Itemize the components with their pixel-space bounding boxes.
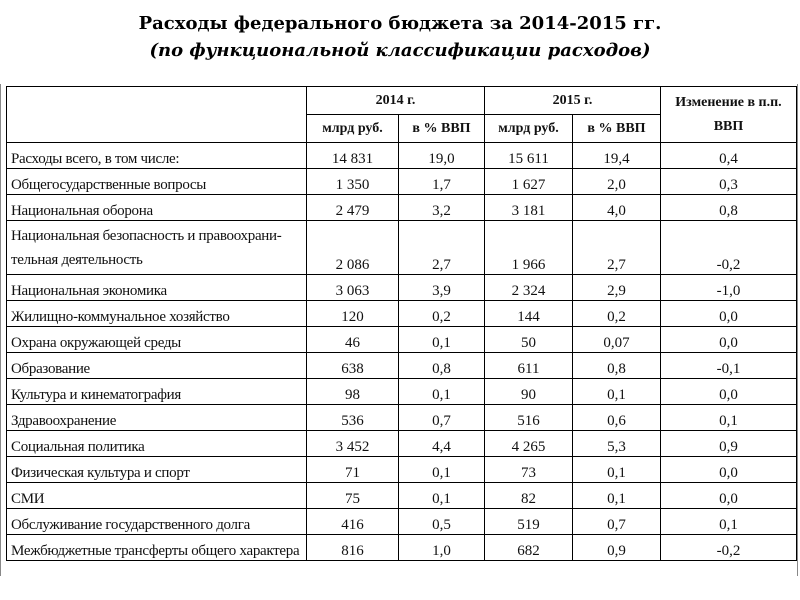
- cell-2015-bln: 516: [485, 405, 573, 431]
- cell-change: -0,2: [661, 221, 797, 275]
- cell-change: 0,8: [661, 195, 797, 221]
- cell-2015-gdp: 2,7: [573, 221, 661, 275]
- cell-2014-gdp: 0,7: [399, 405, 485, 431]
- cell-change: -0,1: [661, 353, 797, 379]
- table-body: [7, 143, 797, 561]
- row-label: Жилищно-коммунальное хозяйство: [7, 301, 307, 327]
- cell-2014-gdp: 0,1: [399, 379, 485, 405]
- row-label: Здравоохранение: [7, 405, 307, 431]
- header-2015: 2015 г.: [485, 87, 661, 115]
- cell-2014-gdp: 19,0: [399, 143, 485, 169]
- cell-2014-gdp: 0,1: [399, 483, 485, 509]
- cell-2014-bln: 536: [307, 405, 399, 431]
- cell-2015-gdp: 5,3: [573, 431, 661, 457]
- cell-change: 0,0: [661, 457, 797, 483]
- cell-2014-gdp: 0,1: [399, 327, 485, 353]
- cell-2015-bln: 1 966: [485, 221, 573, 275]
- header-2014-gdp: в % ВВП: [399, 115, 485, 143]
- row-label: Национальная безопасность и правоохрани-тельная деятельность: [7, 221, 307, 275]
- cell-2015-gdp: 19,4: [573, 143, 661, 169]
- header-2015-gdp: в % ВВП: [573, 115, 661, 143]
- header-2014: 2014 г.: [307, 87, 485, 115]
- cell-2015-bln: 4 265: [485, 431, 573, 457]
- cell-2014-bln: 71: [307, 457, 399, 483]
- cell-2015-gdp: 2,0: [573, 169, 661, 195]
- budget-table-container: [6, 86, 796, 574]
- cell-change: -0,2: [661, 535, 797, 561]
- row-label: Общегосударственные вопросы: [7, 169, 307, 195]
- slide-title: [0, 8, 800, 64]
- cell-change: 0,1: [661, 405, 797, 431]
- cell-2014-bln: 416: [307, 509, 399, 535]
- cell-2014-gdp: 3,2: [399, 195, 485, 221]
- cell-2014-gdp: 2,7: [399, 221, 485, 275]
- cell-2014-bln: 46: [307, 327, 399, 353]
- table-row: [7, 535, 797, 561]
- header-row-years: [7, 87, 797, 115]
- row-label: Обслуживание государственного долга: [7, 509, 307, 535]
- cell-2015-bln: 519: [485, 509, 573, 535]
- table-row: [7, 379, 797, 405]
- cell-2014-gdp: 0,8: [399, 353, 485, 379]
- cell-2014-bln: 3 063: [307, 275, 399, 301]
- cell-2014-bln: 2 086: [307, 221, 399, 275]
- header-change: Изменение в п.п. ВВП: [661, 87, 797, 143]
- cell-2014-bln: 98: [307, 379, 399, 405]
- header-empty-cell: [7, 87, 307, 143]
- cell-2015-gdp: 0,8: [573, 353, 661, 379]
- cell-2015-bln: 73: [485, 457, 573, 483]
- cell-2014-gdp: 1,7: [399, 169, 485, 195]
- cell-2014-bln: 3 452: [307, 431, 399, 457]
- cell-2015-gdp: 0,07: [573, 327, 661, 353]
- cell-2014-gdp: 4,4: [399, 431, 485, 457]
- cell-2015-gdp: 0,1: [573, 457, 661, 483]
- cell-2014-bln: 638: [307, 353, 399, 379]
- header-2015-bln: млрд руб.: [485, 115, 573, 143]
- cell-change: 0,0: [661, 483, 797, 509]
- row-label: Межбюджетные трансферты общего характера: [7, 535, 307, 561]
- title-main: Расходы федерального бюджета за 2014-2015 гг.: [138, 13, 662, 34]
- row-label: Национальная экономика: [7, 275, 307, 301]
- cell-2015-bln: 82: [485, 483, 573, 509]
- table-row: [7, 457, 797, 483]
- cell-2015-bln: 90: [485, 379, 573, 405]
- cell-2015-bln: 3 181: [485, 195, 573, 221]
- row-label: Социальная политика: [7, 431, 307, 457]
- table-row: [7, 195, 797, 221]
- table-row: [7, 483, 797, 509]
- cell-change: 0,1: [661, 509, 797, 535]
- cell-2015-gdp: 0,9: [573, 535, 661, 561]
- cell-2014-gdp: 0,1: [399, 457, 485, 483]
- cell-2014-bln: 14 831: [307, 143, 399, 169]
- cell-2014-gdp: 1,0: [399, 535, 485, 561]
- cell-change: 0,0: [661, 379, 797, 405]
- cell-2014-bln: 120: [307, 301, 399, 327]
- table-row: [7, 169, 797, 195]
- table-row: [7, 275, 797, 301]
- cell-2015-gdp: 2,9: [573, 275, 661, 301]
- cell-2015-gdp: 0,6: [573, 405, 661, 431]
- cell-2015-gdp: 0,7: [573, 509, 661, 535]
- cell-2015-bln: 611: [485, 353, 573, 379]
- row-label: Культура и кинематография: [7, 379, 307, 405]
- row-label: Расходы всего, в том числе:: [7, 143, 307, 169]
- table-row: [7, 353, 797, 379]
- cell-2014-gdp: 0,5: [399, 509, 485, 535]
- cell-2015-gdp: 0,1: [573, 483, 661, 509]
- cell-change: 0,3: [661, 169, 797, 195]
- cell-2014-bln: 1 350: [307, 169, 399, 195]
- cell-change: 0,4: [661, 143, 797, 169]
- cell-2015-gdp: 0,2: [573, 301, 661, 327]
- cell-2014-gdp: 0,2: [399, 301, 485, 327]
- cell-2015-bln: 15 611: [485, 143, 573, 169]
- row-label: Физическая культура и спорт: [7, 457, 307, 483]
- table-row: [7, 405, 797, 431]
- cell-2015-bln: 2 324: [485, 275, 573, 301]
- cell-change: 0,9: [661, 431, 797, 457]
- cell-2015-gdp: 0,1: [573, 379, 661, 405]
- row-label: Образование: [7, 353, 307, 379]
- cell-2015-bln: 1 627: [485, 169, 573, 195]
- cell-change: 0,0: [661, 301, 797, 327]
- cell-2015-bln: 144: [485, 301, 573, 327]
- table-row: [7, 431, 797, 457]
- table-row: [7, 327, 797, 353]
- title-subtitle: (по функциональной классификации расходов): [149, 40, 651, 61]
- cell-2014-bln: 816: [307, 535, 399, 561]
- header-2014-bln: млрд руб.: [307, 115, 399, 143]
- table-row: [7, 221, 797, 275]
- cell-change: 0,0: [661, 327, 797, 353]
- table-row: [7, 509, 797, 535]
- cell-2015-gdp: 4,0: [573, 195, 661, 221]
- budget-table: [6, 86, 797, 561]
- cell-2014-gdp: 3,9: [399, 275, 485, 301]
- row-label: СМИ: [7, 483, 307, 509]
- cell-change: -1,0: [661, 275, 797, 301]
- cell-2014-bln: 75: [307, 483, 399, 509]
- table-row: [7, 143, 797, 169]
- cell-2015-bln: 682: [485, 535, 573, 561]
- cell-2015-bln: 50: [485, 327, 573, 353]
- table-row: [7, 301, 797, 327]
- row-label: Охрана окружающей среды: [7, 327, 307, 353]
- cell-2014-bln: 2 479: [307, 195, 399, 221]
- row-label: Национальная оборона: [7, 195, 307, 221]
